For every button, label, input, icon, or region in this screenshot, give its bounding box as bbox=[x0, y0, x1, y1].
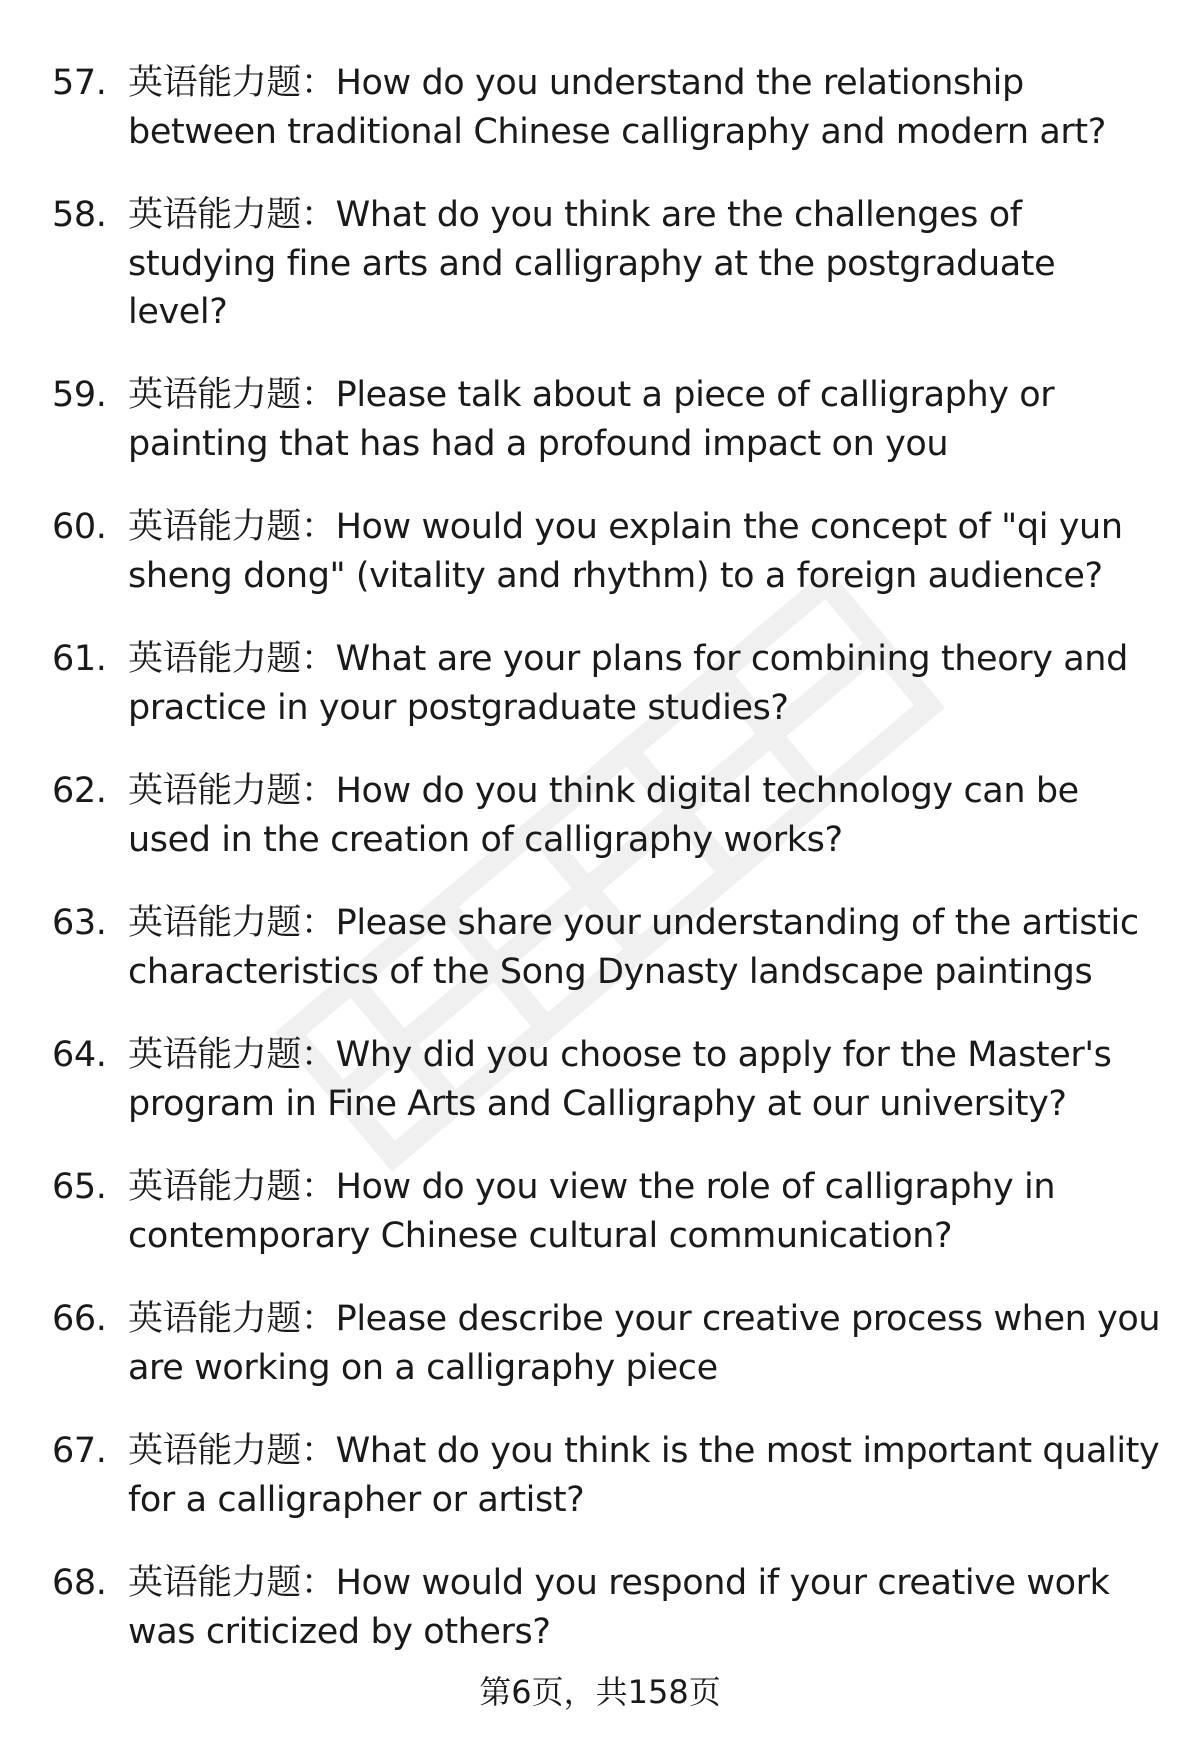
question-number: 59. bbox=[52, 375, 107, 415]
question-item bbox=[52, 191, 1162, 371]
question-label: 英语能力题： bbox=[128, 771, 336, 811]
question-number: 58. bbox=[52, 195, 107, 235]
question-body bbox=[128, 767, 1162, 864]
question-label: 英语能力题： bbox=[128, 1563, 336, 1603]
question-number: 63. bbox=[52, 903, 107, 943]
question-body bbox=[128, 371, 1162, 468]
question-number: 68. bbox=[52, 1563, 107, 1603]
question-text: Please talk about a piece of calligraphy or painting that has had a profound impact on you bbox=[128, 375, 1055, 464]
question-text: How do you think digital technology can be used in the creation of calligraphy works? bbox=[128, 771, 1079, 860]
question-body bbox=[128, 1559, 1162, 1656]
question-item bbox=[52, 899, 1162, 1031]
question-label: 英语能力题： bbox=[128, 639, 336, 679]
question-text: What are your plans for combining theory and practice in your postgraduate studies? bbox=[128, 639, 1128, 728]
question-text: How do you understand the relationship between traditional Chinese calligraphy and modern art? bbox=[128, 63, 1106, 152]
question-label: 英语能力题： bbox=[128, 63, 336, 103]
question-item bbox=[52, 1163, 1162, 1295]
question-text: How would you explain the concept of "qi yun sheng dong" (vitality and rhythm) to a foreign audience? bbox=[128, 507, 1123, 596]
question-label: 英语能力题： bbox=[128, 1431, 336, 1471]
question-number: 66. bbox=[52, 1299, 107, 1339]
question-body bbox=[128, 1295, 1162, 1392]
question-body bbox=[128, 191, 1162, 337]
question-number: 62. bbox=[52, 771, 107, 811]
question-text: Why did you choose to apply for the Master's program in Fine Arts and Calligraphy at our university? bbox=[128, 1035, 1112, 1124]
question-body bbox=[128, 503, 1162, 600]
question-label: 英语能力题： bbox=[128, 1035, 336, 1075]
question-label: 英语能力题： bbox=[128, 507, 336, 547]
question-list bbox=[52, 59, 1162, 1691]
question-label: 英语能力题： bbox=[128, 375, 336, 415]
page-footer: 第6页，共158页 bbox=[479, 1673, 721, 1711]
question-number: 60. bbox=[52, 507, 107, 547]
question-number: 65. bbox=[52, 1167, 107, 1207]
question-body bbox=[128, 1031, 1162, 1128]
question-label: 英语能力题： bbox=[128, 903, 336, 943]
question-number: 64. bbox=[52, 1035, 107, 1075]
question-label: 英语能力题： bbox=[128, 1299, 336, 1339]
question-text: What do you think are the challenges of studying fine arts and calligraphy at the postgraduate level? bbox=[128, 195, 1056, 332]
question-item bbox=[52, 1295, 1162, 1427]
question-body bbox=[128, 1163, 1162, 1260]
question-item bbox=[52, 1031, 1162, 1163]
question-text: How do you view the role of calligraphy in contemporary Chinese cultural communication? bbox=[128, 1167, 1056, 1256]
question-number: 67. bbox=[52, 1431, 107, 1471]
question-text: What do you think is the most important quality for a calligrapher or artist? bbox=[128, 1431, 1160, 1520]
question-text: Please describe your creative process when you are working on a calligraphy piece bbox=[128, 1299, 1161, 1388]
question-body bbox=[128, 635, 1162, 732]
question-body bbox=[128, 59, 1162, 156]
question-item bbox=[52, 59, 1162, 191]
question-label: 英语能力题： bbox=[128, 1167, 336, 1207]
question-number: 61. bbox=[52, 639, 107, 679]
question-text: Please share your understanding of the artistic characteristics of the Song Dynasty landscape paintings bbox=[128, 903, 1139, 992]
question-item bbox=[52, 371, 1162, 503]
question-label: 英语能力题： bbox=[128, 195, 336, 235]
question-item bbox=[52, 1427, 1162, 1559]
question-body bbox=[128, 899, 1162, 996]
question-item bbox=[52, 767, 1162, 899]
question-item bbox=[52, 503, 1162, 635]
question-number: 57. bbox=[52, 63, 107, 103]
question-item bbox=[52, 635, 1162, 767]
question-text: How would you respond if your creative work was criticized by others? bbox=[128, 1563, 1110, 1652]
question-body bbox=[128, 1427, 1162, 1524]
